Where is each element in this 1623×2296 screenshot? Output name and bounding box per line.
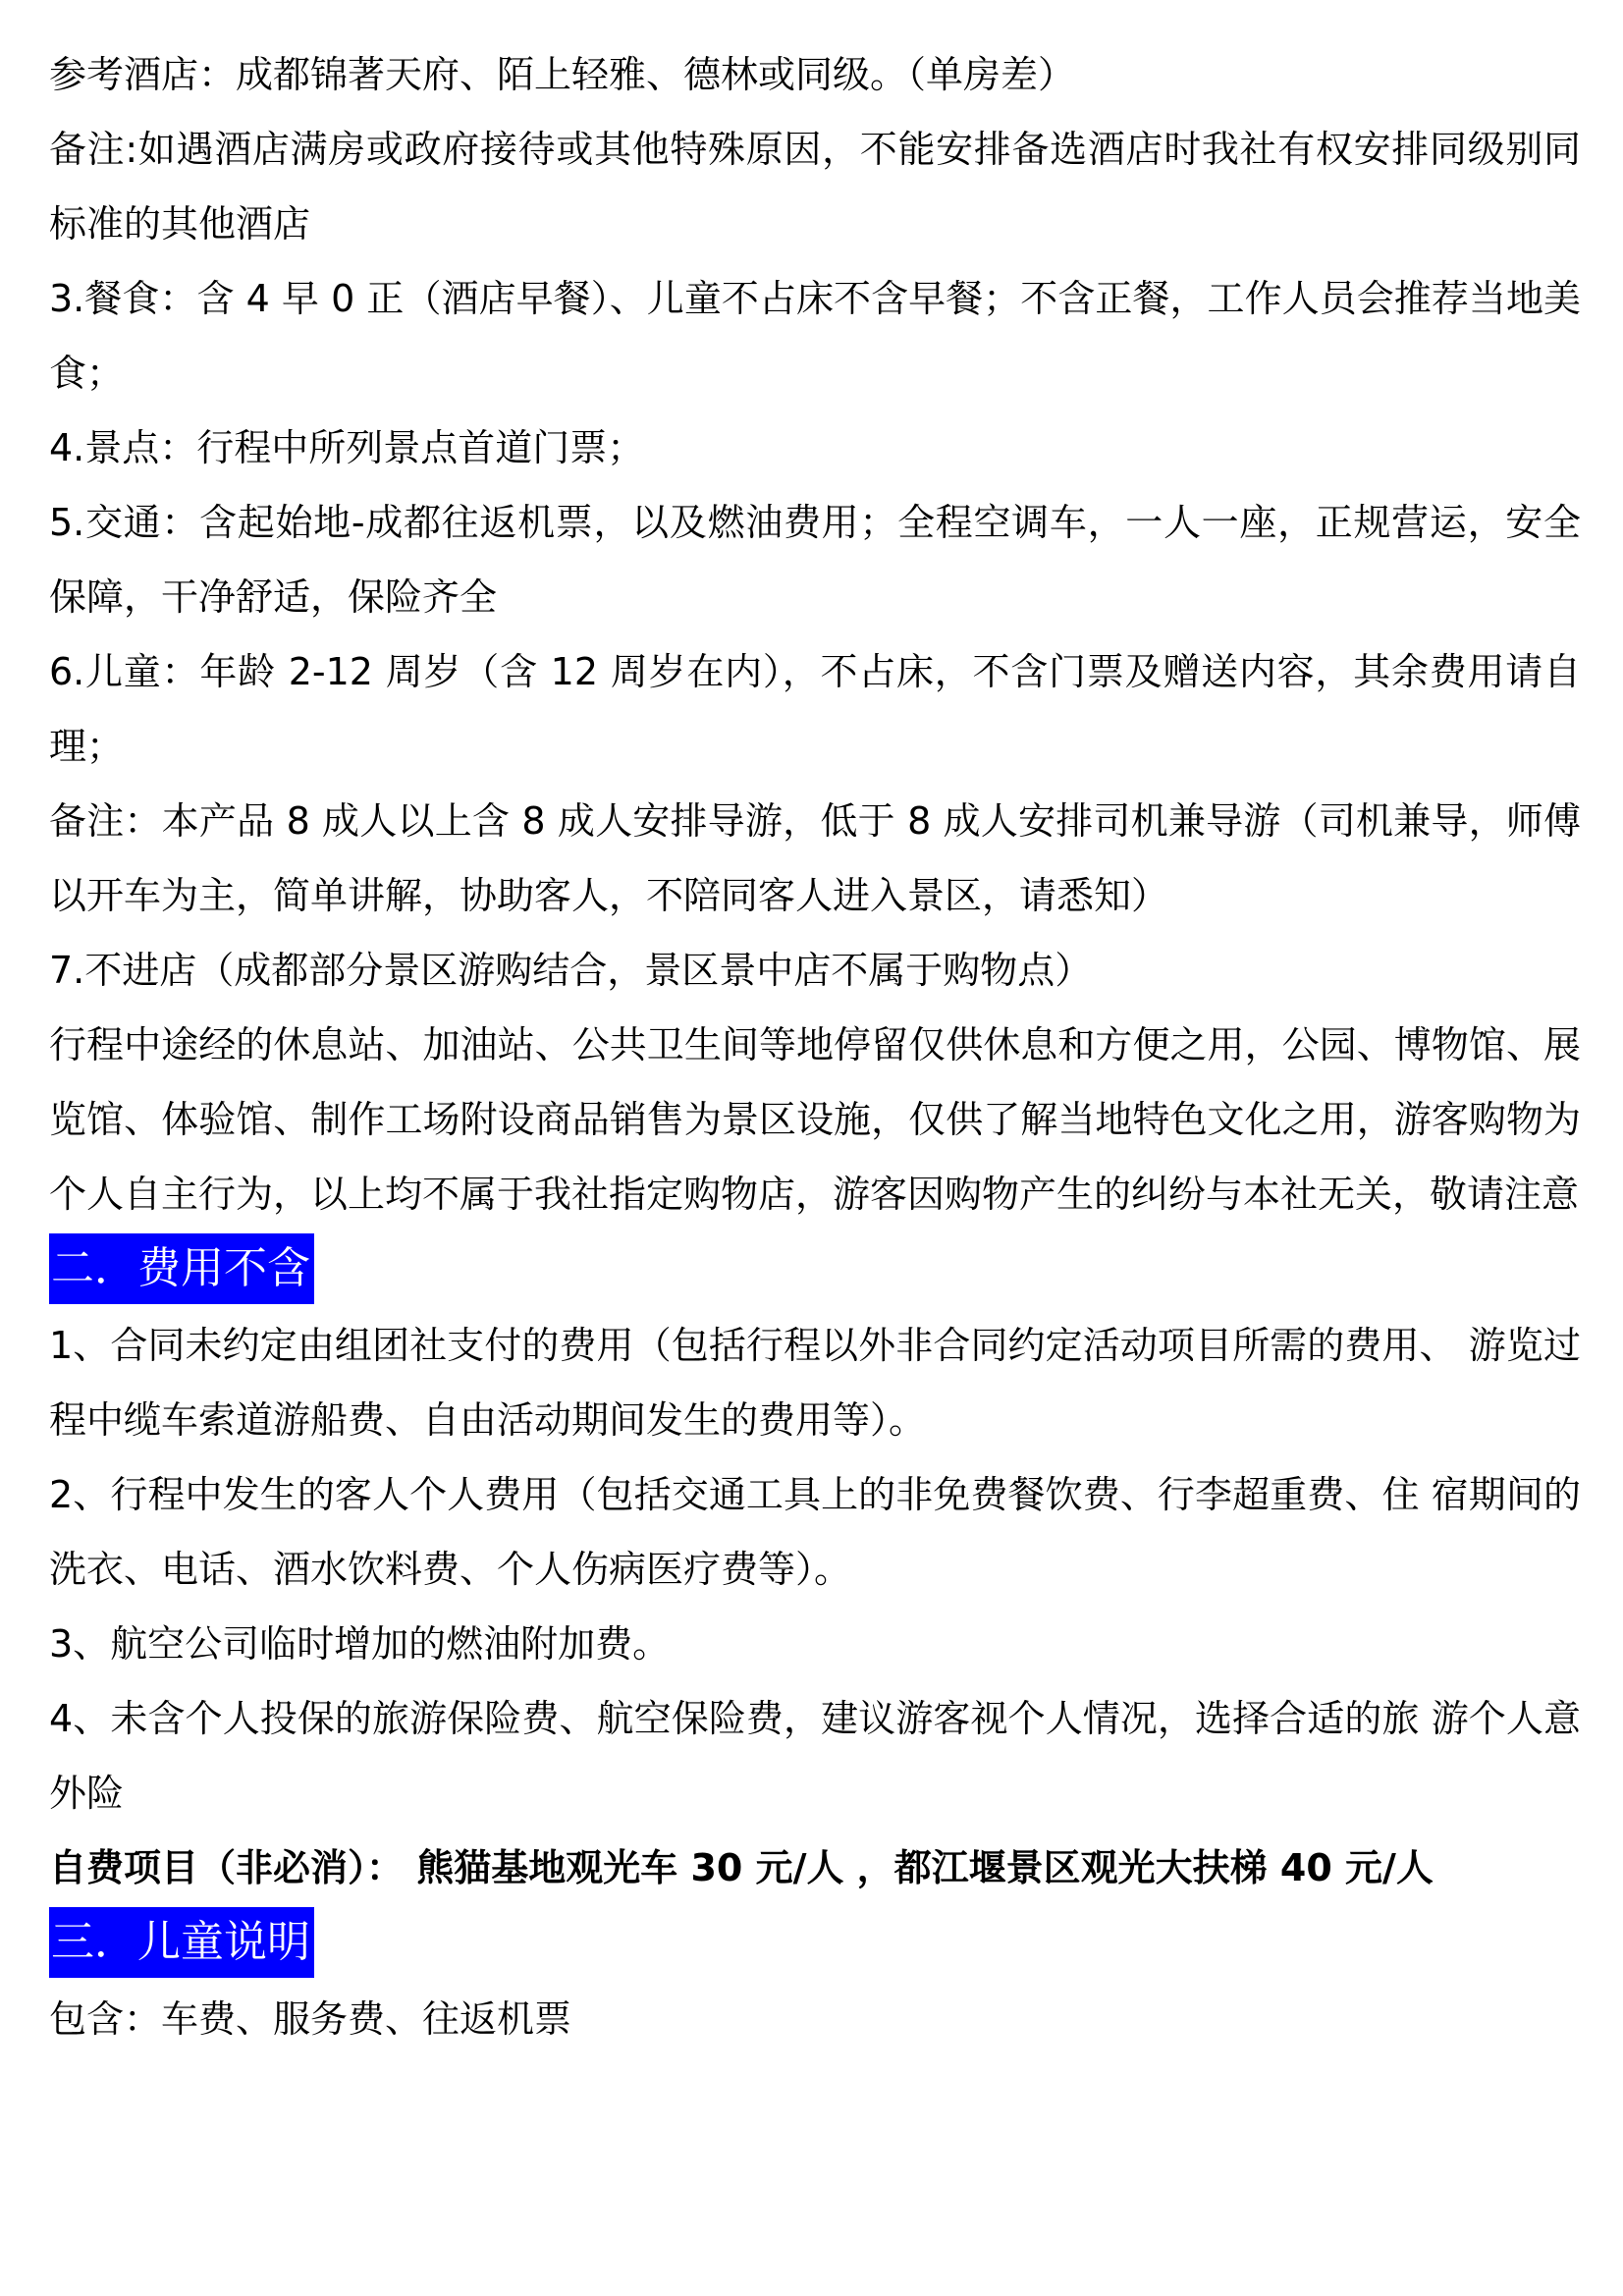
children-includes-text: 包含：车费、服务费、往返机票 <box>49 1997 572 2041</box>
document-page <box>49 37 1581 2056</box>
transport-text: 5.交通：含起始地-成都往返机票，以及燃油费用；全程空调车，一人一座，正规营运，安全保障，干净舒适，保险齐全 <box>49 501 1581 619</box>
meals-text: 3.餐食：含 4 早 0 正（酒店早餐）、儿童不占床不含早餐；不含正餐，工作人员会推荐当地美食； <box>49 277 1581 395</box>
no-shopping-text: 7.不进店（成都部分景区游购结合，景区景中店不属于购物点） <box>49 949 1093 992</box>
section-heading-exclusions: 二．费用不含 <box>49 1233 314 1304</box>
shopping-disclaimer-text: 行程中途经的休息站、加油站、公共卫生间等地停留仅供休息和方便之用，公园、博物馆、展览馆、体验馆、制作工场附设商品销售为景区设施，仅供了解当地特色文化之用，游客购物为个人自主行为，以上均不属于我社指定购物店，游客因购物产生的纠纷与本社无关，敬请注意 <box>49 1023 1581 1216</box>
children-text: 6.儿童：年龄 2-12 周岁（含 12 周岁在内），不占床，不含门票及赠送内容，其余费用请自理； <box>49 650 1581 768</box>
hotel-reference-text: 参考酒店：成都锦著天府、陌上轻雅、德林或同级。（单房差） <box>49 53 1076 96</box>
exclusion-item-1: 1、合同未约定由组团社支付的费用（包括行程以外非合同约定活动项目所需的费用、 游览过程中缆车索道游船费、自由活动期间发生的费用等）。 <box>49 1324 1581 1442</box>
hotel-note-text: 备注:如遇酒店满房或政府接待或其他特殊原因，不能安排备选酒店时我社有权安排同级别同标准的其他酒店 <box>49 128 1581 246</box>
exclusion-item-3: 3、航空公司临时增加的燃油附加费。 <box>49 1622 671 1666</box>
self-paid-items-text: 自费项目（非必消）： 熊猫基地观光车 30 元/人 ，都江堰景区观光大扶梯 40 元/人 <box>49 1846 1434 1889</box>
section-heading-children: 三．儿童说明 <box>49 1907 314 1978</box>
attractions-text: 4.景点：行程中所列景点首道门票； <box>49 426 645 469</box>
exclusion-item-2: 2、行程中发生的客人个人费用（包括交通工具上的非免费餐饮费、行李超重费、住 宿期间的洗衣、电话、酒水饮料费、个人伤病医疗费等）。 <box>49 1473 1581 1591</box>
guide-note-text: 备注：本产品 8 成人以上含 8 成人安排导游，低于 8 成人安排司机兼导游（司机兼导，师傅以开车为主，简单讲解，协助客人，不陪同客人进入景区，请悉知） <box>49 799 1581 917</box>
section-heading-exclusions-wrap <box>49 1231 1581 1308</box>
section-heading-children-wrap <box>49 1905 1581 1982</box>
exclusion-item-4: 4、未含个人投保的旅游保险费、航空保险费，建议游客视个人情况，选择合适的旅 游个人意外险 <box>49 1697 1581 1815</box>
